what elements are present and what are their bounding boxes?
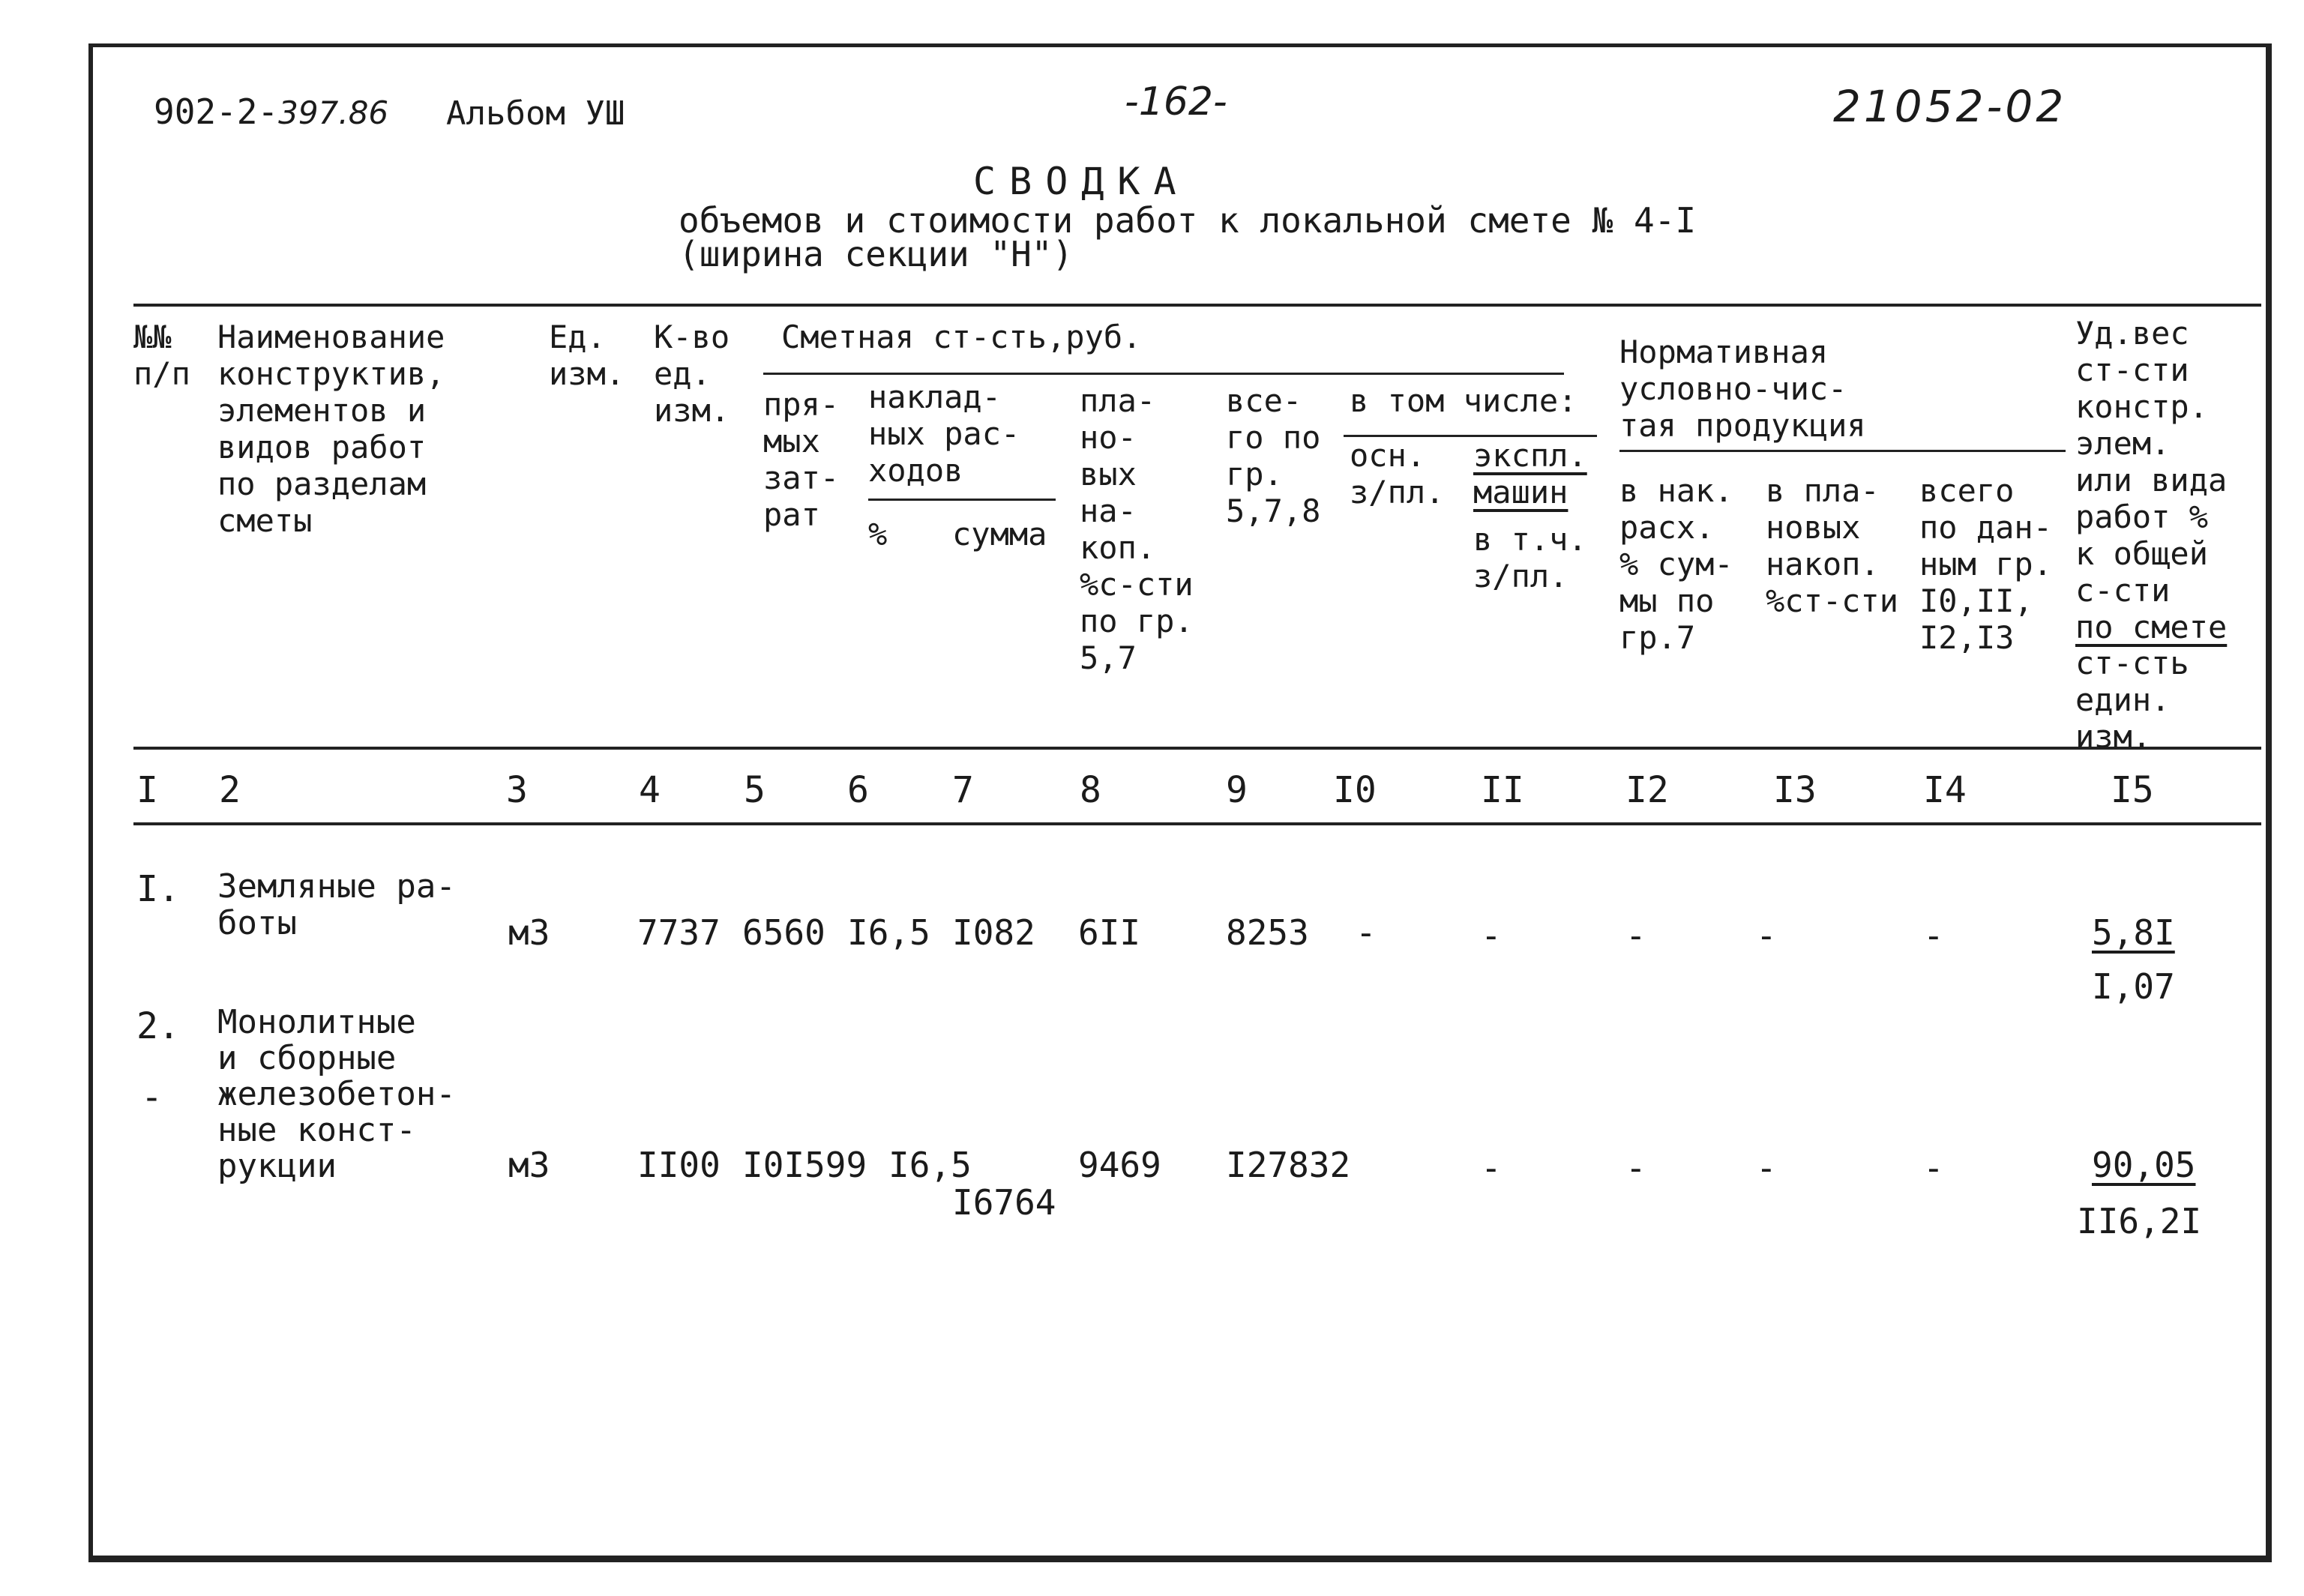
row-overhead-pct: I6,5 [888,1145,972,1185]
numbers-bottom-rule [133,822,2261,825]
header-bottom-rule [133,747,2261,750]
col-header-wage: осн. з/пл. [1350,437,1445,511]
row-unit-cost: II6,2I [2077,1201,2202,1241]
col-number: 4 [639,769,661,811]
row-norm-overhead: - [1625,915,1646,956]
col-header-planned: пла- но- вых на- коп. %с-сти по гр. 5,7 [1080,382,1194,676]
col-number: 7 [952,769,974,811]
col-header-qty: К-во ед. изм. [654,319,730,429]
row-norm-overhead: - [1625,1148,1646,1188]
row-number-dash: - [141,1076,163,1118]
row-machines: - [1481,915,1502,956]
project-code: 902-2-397.86 [154,91,389,132]
col-header-num: №№ п/п [133,319,190,392]
col-number: I5 [2111,769,2154,811]
col-number: 3 [506,769,528,811]
col-header-norm-planned: в пла- новых накоп. %ст-сти [1766,472,1899,619]
col-header-machine-wage: в т.ч. з/пл. [1473,521,1587,594]
page-number: -162- [1125,79,1227,124]
row-unit-cost: I,07 [2092,966,2175,1007]
row-number: I. [136,868,180,910]
row-norm-planned: - [1756,1148,1777,1188]
row-overhead-sum: I6764 [952,1182,1056,1223]
col-header-norm-overhead: в нак. расх. % сум- мы по гр.7 [1619,472,1733,656]
table-top-rule [133,304,2261,307]
col-header-total: все- го по гр. 5,7,8 [1226,382,1321,529]
row-norm-planned: - [1756,915,1777,956]
row-machines: - [1481,1148,1502,1188]
row-number: 2. [136,1005,180,1047]
col-header-overhead-pct: % [868,516,888,552]
row-total: I27832 [1226,1145,1351,1185]
col-number: 6 [847,769,869,811]
document-subtitle-note: (ширина секции "Н") [679,234,1074,274]
col-header-direct: пря- мых зат- рат [763,386,840,533]
row-share: 90,05 [2092,1145,2196,1185]
row-wage: - [1356,912,1377,953]
col-number: II [1481,769,1524,811]
col-number: I2 [1625,769,1669,811]
row-unit: м3 [508,912,550,953]
row-overhead-sum: I082 [952,912,1035,953]
col-header-cost-group: Сметная ст-сть,руб. [781,319,1142,355]
col-number: 5 [744,769,766,811]
row-direct-cost: I0I599 [742,1145,867,1185]
col-number: 2 [219,769,241,811]
col-number: I0 [1333,769,1377,811]
cost-group-rule [763,373,1564,375]
col-number: 9 [1226,769,1248,811]
col-header-unit: Ед. изм. [549,319,625,392]
row-qty: II00 [637,1145,721,1185]
row-planned: 6II [1078,912,1141,953]
col-header-name: Наименование конструктив, элементов и видов работ по разделам сметы [217,319,445,539]
row-name: Земляные ра- боты [217,867,456,942]
document-number: 21052-02 [1833,81,2067,132]
row-unit: м3 [508,1145,550,1185]
document-subtitle: объемов и стоимости работ к локальной смете № 4-I [679,200,1697,241]
row-share: 5,8I [2092,912,2175,953]
col-header-norm-total: всего по дан- ным гр. I0,II, I2,I3 [1919,472,2053,656]
col-header-overhead: наклад- ных рас- ходов [868,379,1020,489]
col-number: I3 [1773,769,1817,811]
album-label: Альбом УШ [446,94,625,133]
col-header-machines: экспл. машин [1473,437,1587,511]
overhead-rule [868,499,1056,501]
row-total: 8253 [1226,912,1309,953]
col-number: I4 [1923,769,1967,811]
col-header-share: Уд.вес ст-сти констр. элем. или вида работ % к общей с-сти по смете [2075,315,2228,645]
col-header-unit-cost: ст-сть един. изм. [2075,645,2189,755]
col-header-incl: в том числе: [1350,382,1577,419]
row-norm-total: - [1923,1148,1944,1188]
norm-group-rule [1619,450,2066,452]
row-planned: 9469 [1078,1145,1161,1185]
col-number: 8 [1080,769,1101,811]
row-direct-cost: 6560 [742,912,825,953]
col-number: I [136,769,158,811]
col-header-norm-group: Нормативная условно-чис- тая продукция [1619,334,1866,444]
document-title: СВОДКА [973,160,1190,203]
row-overhead-pct: I6,5 [847,912,930,953]
col-header-overhead-sum: сумма [952,516,1047,552]
row-qty: 7737 [637,912,721,953]
row-norm-total: - [1923,915,1944,956]
row-name: Монолитные и сборные железобетон- ные конст- рукции [217,1003,456,1185]
